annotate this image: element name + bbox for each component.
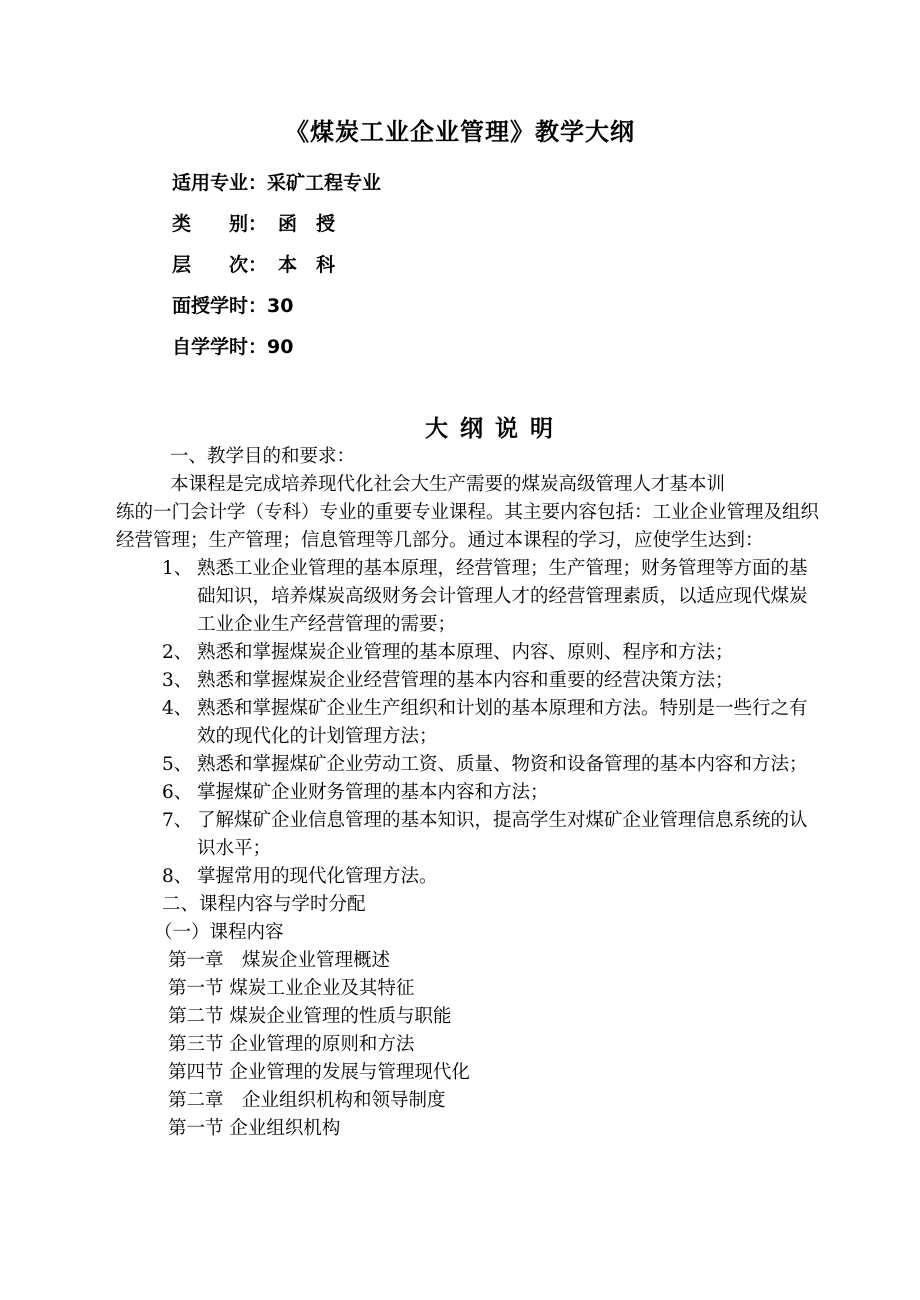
meta-level-value: 本 科 <box>278 254 336 276</box>
course-meta <box>172 168 381 373</box>
goal-text: 熟悉和掌握煤炭企业管理的基本原理、内容、原则、程序和方法； <box>197 642 734 663</box>
goal-item <box>162 695 822 751</box>
goal-number: 3、 <box>162 670 193 691</box>
meta-level-label: 层 次： <box>172 254 268 276</box>
chapter-line: 第一章 煤炭企业管理概述 <box>168 950 391 971</box>
goal-number: 5、 <box>162 754 193 775</box>
intro-paragraph: 练的一门会计学（专科）专业的重要专业课程。其主要内容包括：工业企业管理及组织经营管理；生产管理；信息管理等几部分。通过本课程的学习，应使学生达到： <box>116 502 820 551</box>
goal-number: 7、 <box>162 810 193 831</box>
goal-item <box>162 807 822 863</box>
meta-category <box>172 209 381 250</box>
meta-major <box>172 168 381 209</box>
goal-text: 掌握常用的现代化管理方法。 <box>197 866 438 887</box>
goal-item <box>162 639 822 667</box>
goal-text: 熟悉和掌握煤炭企业经营管理的基本内容和重要的经营决策方法； <box>197 670 734 691</box>
goal-item <box>162 751 822 779</box>
meta-category-label: 类 别： <box>172 213 268 235</box>
goal-item <box>162 779 822 807</box>
goal-text: 熟悉工业企业管理的基本原理，经营管理；生产管理；财务管理等方面的基础知识，培养煤炭高级财务会计管理人才的经营管理素质，以适应现代煤炭工业企业生产经营管理的需要； <box>197 558 808 635</box>
meta-face-hours-value: 30 <box>267 295 294 317</box>
goal-item <box>162 863 822 891</box>
chapter-line: 第一节 煤炭工业企业及其特征 <box>168 978 415 999</box>
goal-number: 2、 <box>162 642 193 663</box>
goal-number: 1、 <box>162 558 193 579</box>
meta-self-hours <box>172 332 381 373</box>
part2-heading: 二、课程内容与学时分配 <box>162 894 366 915</box>
section-title: 大纲说明 <box>425 416 565 442</box>
meta-face-hours-label: 面授学时： <box>172 295 268 317</box>
goal-number: 4、 <box>162 698 193 719</box>
goal-text: 了解煤矿企业信息管理的基本知识，提高学生对煤矿企业管理信息系统的认识水平； <box>197 810 808 859</box>
goal-number: 8、 <box>162 866 193 887</box>
goals-list <box>162 555 822 891</box>
document-body <box>116 443 822 1143</box>
sub1-heading: （一）课程内容 <box>154 922 284 943</box>
meta-self-hours-label: 自学学时： <box>172 336 268 358</box>
goal-text: 熟悉和掌握煤矿企业生产组织和计划的基本原理和方法。特别是一些行之有效的现代化的计划管理方法； <box>197 698 808 747</box>
meta-level <box>172 250 381 291</box>
meta-self-hours-value: 90 <box>267 336 294 358</box>
chapter-line: 第二章 企业组织机构和领导制度 <box>168 1090 446 1111</box>
intro-line-1: 本课程是完成培养现代化社会大生产需要的煤炭高级管理人才基本训 <box>170 474 726 495</box>
chapter-line: 第三节 企业管理的原则和方法 <box>168 1034 415 1055</box>
goal-text: 掌握煤矿企业财务管理的基本内容和方法； <box>197 782 549 803</box>
goal-text: 熟悉和掌握煤矿企业劳动工资、质量、物资和设备管理的基本内容和方法； <box>197 754 808 775</box>
chapter-line: 第四节 企业管理的发展与管理现代化 <box>168 1062 470 1083</box>
chapter-list <box>162 947 822 1143</box>
chapter-line: 第二节 煤炭企业管理的性质与职能 <box>168 1006 452 1027</box>
goal-number: 6、 <box>162 782 193 803</box>
goal-item <box>162 667 822 695</box>
part1-heading: 一、教学目的和要求： <box>170 446 356 467</box>
meta-major-value: 采矿工程专业 <box>267 172 382 194</box>
chapter-line: 第一节 企业组织机构 <box>168 1118 341 1139</box>
goal-item <box>162 555 822 639</box>
page-title: 《煤炭工业企业管理》教学大纲 <box>285 118 635 146</box>
meta-category-value: 函 授 <box>278 213 336 235</box>
meta-face-hours <box>172 291 381 332</box>
meta-major-label: 适用专业： <box>172 172 268 194</box>
